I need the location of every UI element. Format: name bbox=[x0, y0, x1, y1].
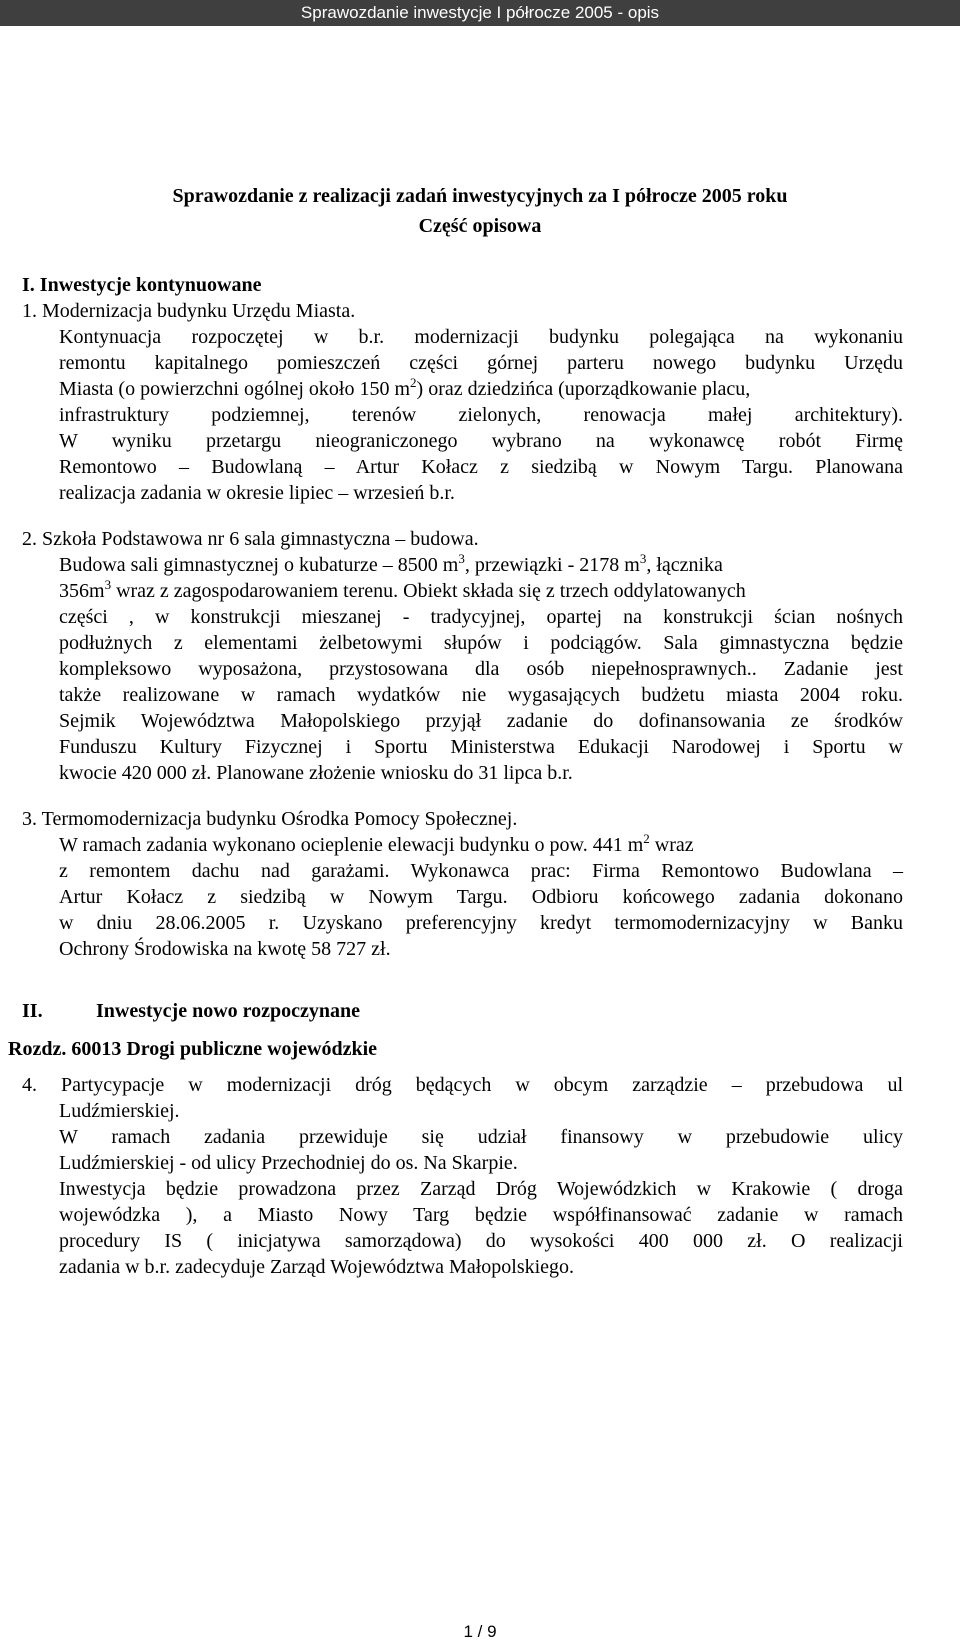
item4-line: Inwestycja będzie prowadzona przez Zarząd Dróg Wojewódzkich w Krakowie ( droga bbox=[59, 1178, 903, 1200]
item2-line: Funduszu Kultury Fizycznej i Sportu Ministerstwa Edukacji Narodowej i Sportu w bbox=[59, 736, 903, 758]
item3-text: W ramach zadania wykonano ocieplenie elewacji budynku o pow. 441 m bbox=[59, 834, 644, 856]
item1-text: Miasta (o powierzchni ogólnej około 150 m bbox=[59, 378, 411, 400]
item-heading-3: 3. Termomodernizacja budynku Ośrodka Pomocy Społecznej. bbox=[22, 808, 518, 830]
item4-line: Ludźmierskiej. bbox=[59, 1100, 180, 1122]
item1-line: remontu kapitalnego pomieszczeń części górnej parteru nowego budynku Urzędu bbox=[59, 352, 903, 374]
chapter-heading: Rozdz. 60013 Drogi publiczne wojewódzkie bbox=[8, 1038, 378, 1060]
item2-text: Budowa sali gimnastycznej o kubaturze – 8500 m bbox=[59, 554, 459, 576]
item-heading-4: 4. Partycypacje w modernizacji dróg będących w obcym zarządzie – przebudowa ul bbox=[22, 1074, 903, 1096]
item4-line: Ludźmierskiej - od ulicy Przechodniej do os. Na Skarpie. bbox=[59, 1152, 518, 1174]
running-header: Sprawozdanie inwestycje I półrocze 2005 - opis bbox=[0, 0, 960, 26]
item1-line: infrastruktury podziemnej, terenów zielonych, renowacja małej architektury). bbox=[59, 404, 903, 426]
item1-line: W wyniku przetargu nieograniczonego wybrano na wykonawcę robót Firmę bbox=[59, 430, 903, 452]
section-heading-2: Inwestycje nowo rozpoczynane bbox=[96, 1000, 361, 1022]
superscript: 2 bbox=[643, 831, 650, 846]
item-heading-2: 2. Szkoła Podstawowa nr 6 sala gimnastyczna – budowa. bbox=[22, 528, 479, 550]
item2-text: , łącznika bbox=[646, 554, 723, 576]
item2-line-connector bbox=[59, 578, 903, 604]
item2-line: kompleksowo wyposażona, przystosowana dla osób niepełnosprawnych.. Zadanie jest bbox=[59, 658, 903, 680]
section-heading-2-number: II. bbox=[22, 1000, 43, 1022]
item3-text: wraz bbox=[649, 834, 694, 856]
page-number: 1 / 9 bbox=[463, 1622, 497, 1641]
item2-text: 356m bbox=[59, 580, 105, 602]
item2-line-volume bbox=[59, 552, 903, 578]
item3-line-area bbox=[59, 832, 903, 858]
item3-line: Ochrony Środowiska na kwotę 58 727 zł. bbox=[59, 938, 391, 960]
item-heading-1: 1. Modernizacja budynku Urzędu Miasta. bbox=[22, 300, 356, 322]
item1-line: Kontynuacja rozpoczętej w b.r. modernizacji budynku polegająca na wykonaniu bbox=[59, 326, 903, 348]
item4-line: zadania w b.r. zadecyduje Zarząd Województwa Małopolskiego. bbox=[59, 1256, 575, 1278]
item4-line: wojewódzka ), a Miasto Nowy Targ będzie współfinansować zadanie w ramach bbox=[59, 1204, 903, 1226]
item2-text: wraz z zagospodarowaniem terenu. Obiekt składa się z trzech oddylatowanych bbox=[111, 580, 746, 602]
item3-line: w dniu 28.06.2005 r. Uzyskano preferencyjny kredyt termomodernizacyjny w Banku bbox=[59, 912, 903, 934]
item1-line: Remontowo – Budowlaną – Artur Kołacz z siedzibą w Nowym Targu. Planowana bbox=[59, 456, 903, 478]
item1-text: ) oraz dziedzińca (uporządkowanie placu, bbox=[416, 378, 751, 400]
superscript: 3 bbox=[104, 577, 112, 592]
item3-line: z remontem dachu nad garażami. Wykonawca prac: Firma Remontowo Budowlana – bbox=[59, 860, 903, 882]
item2-line: kwocie 420 000 zł. Planowane złożenie wniosku do 31 lipca b.r. bbox=[59, 762, 573, 784]
item4-line: W ramach zadania przewiduje się udział finansowy w przebudowie ulicy bbox=[59, 1126, 903, 1148]
section-heading-1: I. Inwestycje kontynuowane bbox=[22, 274, 262, 296]
item2-line: także realizowane w ramach wydatków nie wygasających budżetu miasta 2004 roku. bbox=[59, 684, 903, 706]
item2-text: , przewiązki - 2178 m bbox=[464, 554, 640, 576]
item2-line: części , w konstrukcji mieszanej - tradycyjnej, opartej na konstrukcji ścian nośnych bbox=[59, 606, 903, 628]
document-title: Sprawozdanie z realizacji zadań inwestycyjnych za I półrocze 2005 roku bbox=[172, 185, 788, 207]
item1-line: realizacja zadania w okresie lipiec – wrzesień b.r. bbox=[59, 482, 455, 504]
document-subtitle: Część opisowa bbox=[418, 215, 542, 237]
item1-line-area bbox=[59, 376, 903, 402]
item2-line: podłużnych z elementami żelbetowymi słupów i podciągów. Sala gimnastyczna będzie bbox=[59, 632, 903, 654]
item3-line: Artur Kołacz z siedzibą w Nowym Targu. Odbioru końcowego zadania dokonano bbox=[59, 886, 903, 908]
superscript: 3 bbox=[639, 551, 647, 566]
item2-line: Sejmik Województwa Małopolskiego przyjął zadanie do dofinansowania ze środków bbox=[59, 710, 903, 732]
superscript: 2 bbox=[410, 375, 417, 390]
superscript: 3 bbox=[458, 551, 465, 566]
item4-line: procedury IS ( inicjatywa samorządowa) do wysokości 400 000 zł. O realizacji bbox=[59, 1230, 903, 1252]
